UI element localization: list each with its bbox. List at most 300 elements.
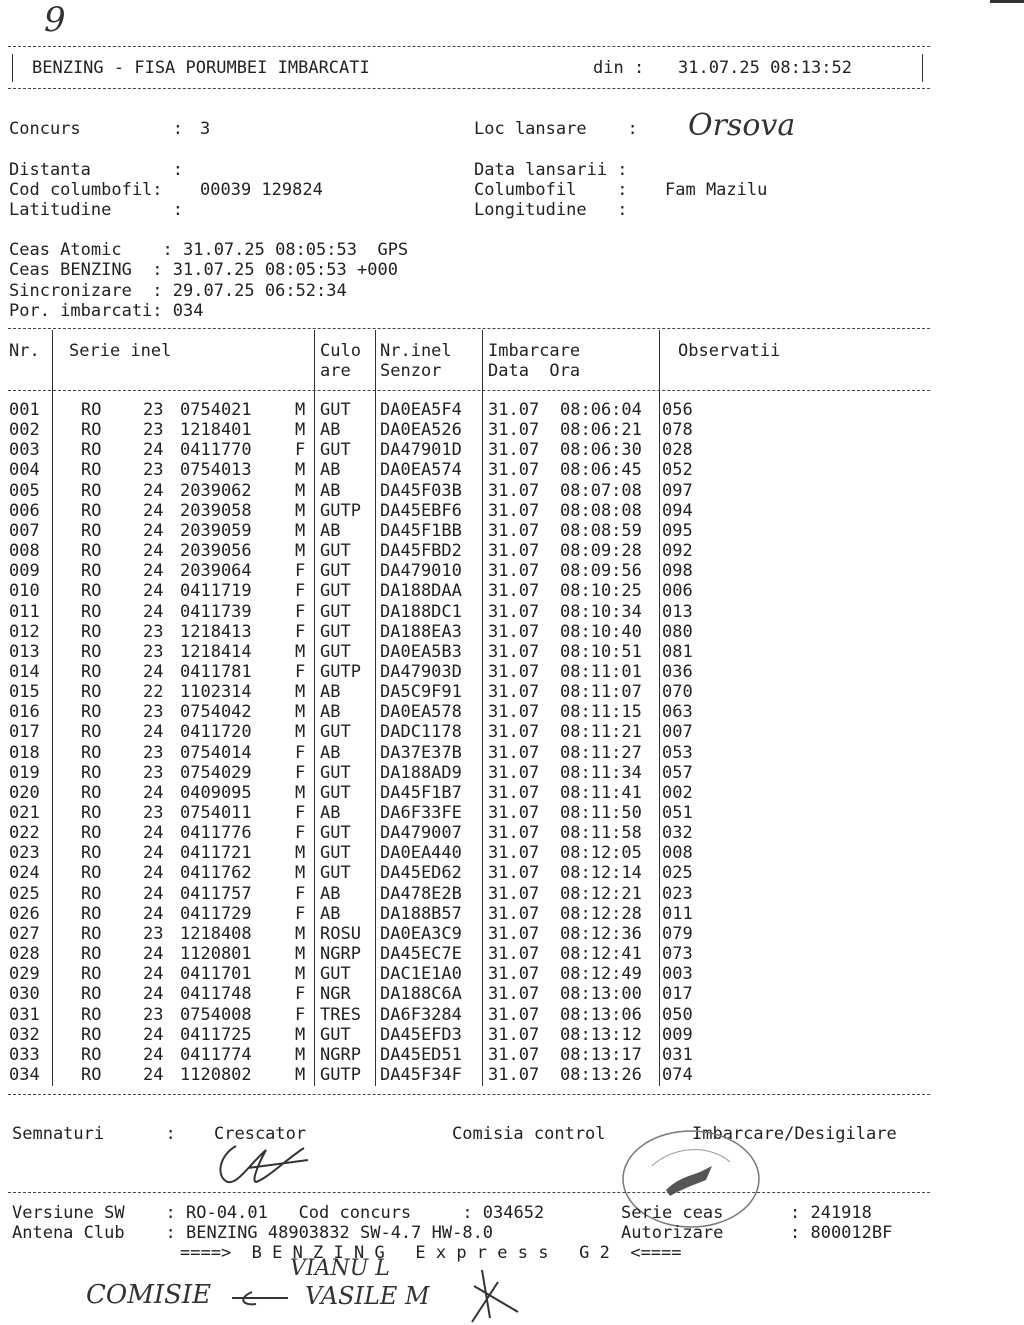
- row-nr: 008: [9, 541, 40, 562]
- row-sensor: DA45EFD3: [380, 1024, 462, 1045]
- row-sex: M: [295, 682, 306, 703]
- row-sex: M: [295, 964, 306, 985]
- row-color: GUT: [320, 581, 351, 602]
- row-date: 31.07: [488, 500, 540, 521]
- row-nr: 023: [9, 843, 40, 864]
- concurs-value: 3: [200, 119, 211, 139]
- row-ring-number: 0411721: [180, 843, 252, 864]
- loc-lansare-handwritten: Orsova: [688, 108, 796, 143]
- row-time: 08:13:06: [560, 1004, 642, 1025]
- table-row: [0, 521, 1000, 541]
- header-bottom-rule: [8, 88, 930, 89]
- row-time: 08:09:56: [560, 561, 642, 582]
- row-nr: 003: [9, 440, 40, 461]
- row-time: 08:11:27: [560, 742, 642, 763]
- versiune-sw: Versiune SW : RO-04.01 Cod concurs : 034652: [12, 1203, 545, 1223]
- columbofil-label: Columbofil :: [474, 180, 628, 200]
- row-date: 31.07: [488, 762, 540, 783]
- row-ring-number: 0754014: [180, 742, 252, 763]
- row-country: RO: [81, 420, 102, 441]
- row-sex: M: [295, 702, 306, 723]
- table-row: [0, 420, 1000, 440]
- row-sensor: DA45F34F: [380, 1064, 462, 1085]
- row-nr: 030: [9, 984, 40, 1005]
- columbofil-value: Fam Mazilu: [665, 180, 768, 200]
- row-sex: M: [295, 460, 306, 481]
- row-time: 08:09:28: [560, 541, 642, 562]
- row-time: 08:08:08: [560, 500, 642, 521]
- row-color: AB: [320, 420, 341, 441]
- row-observatii: 025: [662, 863, 693, 884]
- row-sensor: DA188DC1: [380, 601, 462, 622]
- crescator-label: Crescator: [214, 1124, 307, 1144]
- row-year: 24: [143, 843, 164, 864]
- table-row: [0, 944, 1000, 964]
- row-ring-number: 0411729: [180, 903, 252, 924]
- latitudine-label: Latitudine :: [9, 200, 183, 220]
- ceas-benzing: Ceas BENZING : 31.07.25 08:05:53 +000: [9, 260, 398, 280]
- row-color: GUTP: [320, 1064, 361, 1085]
- row-country: RO: [81, 400, 102, 420]
- row-year: 23: [143, 1004, 164, 1025]
- row-observatii: 094: [662, 500, 693, 521]
- row-sex: F: [295, 581, 306, 602]
- report-date-label: din :: [593, 58, 645, 78]
- row-nr: 027: [9, 923, 40, 944]
- row-year: 24: [143, 964, 164, 985]
- row-country: RO: [81, 641, 102, 662]
- row-country: RO: [81, 883, 102, 904]
- row-nr: 019: [9, 762, 40, 783]
- row-observatii: 056: [662, 400, 693, 420]
- row-date: 31.07: [488, 702, 540, 723]
- table-row: [0, 481, 1000, 501]
- row-country: RO: [81, 984, 102, 1005]
- row-sensor: DA6F33FE: [380, 803, 462, 823]
- row-country: RO: [81, 601, 102, 622]
- footer-top-rule: [8, 1192, 930, 1193]
- row-sensor: DA188C6A: [380, 984, 462, 1005]
- row-sensor: DA188B57: [380, 903, 462, 924]
- row-color: GUTP: [320, 500, 361, 521]
- th-nr-inel-1: Nr.inel: [380, 341, 452, 361]
- row-time: 08:10:34: [560, 601, 642, 622]
- serie-ceas-label: Serie ceas: [621, 1203, 724, 1223]
- row-observatii: 032: [662, 823, 693, 844]
- row-observatii: 051: [662, 803, 693, 823]
- row-observatii: 052: [662, 460, 693, 481]
- row-year: 24: [143, 581, 164, 602]
- row-observatii: 006: [662, 581, 693, 602]
- row-observatii: 009: [662, 1024, 693, 1045]
- row-ring-number: 0411757: [180, 883, 252, 904]
- row-ring-number: 2039064: [180, 561, 252, 582]
- row-ring-number: 2039059: [180, 520, 252, 541]
- row-ring-number: 1102314: [180, 682, 252, 703]
- row-observatii: 011: [662, 903, 693, 924]
- row-ring-number: 0411720: [180, 722, 252, 743]
- row-nr: 009: [9, 561, 40, 582]
- row-date: 31.07: [488, 561, 540, 582]
- row-country: RO: [81, 823, 102, 844]
- row-date: 31.07: [488, 923, 540, 944]
- row-date: 31.07: [488, 661, 540, 682]
- row-date: 31.07: [488, 742, 540, 763]
- row-date: 31.07: [488, 520, 540, 541]
- row-color: AB: [320, 803, 341, 823]
- row-sensor: DA45EBF6: [380, 500, 462, 521]
- row-ring-number: 0411774: [180, 1044, 252, 1065]
- row-ring-number: 0409095: [180, 782, 252, 803]
- row-year: 24: [143, 823, 164, 844]
- row-time: 08:11:01: [560, 661, 642, 682]
- row-color: TRES: [320, 1004, 361, 1025]
- antena-club: Antena Club : BENZING 48903832 SW-4.7 HW-8.0: [12, 1223, 494, 1243]
- row-sex: M: [295, 480, 306, 501]
- row-color: GUT: [320, 823, 351, 844]
- row-observatii: 003: [662, 964, 693, 985]
- row-ring-number: 0411725: [180, 1024, 252, 1045]
- row-sex: F: [295, 561, 306, 582]
- page-edge: [990, 0, 1024, 15]
- table-row: [0, 904, 1000, 924]
- row-time: 08:06:21: [560, 420, 642, 441]
- th-culoare-1: Culo: [320, 341, 361, 361]
- table-row: [0, 964, 1000, 984]
- row-time: 08:12:05: [560, 843, 642, 864]
- row-ring-number: 0411748: [180, 984, 252, 1005]
- row-color: GUT: [320, 601, 351, 622]
- row-date: 31.07: [488, 682, 540, 703]
- row-country: RO: [81, 803, 102, 823]
- table-row: [0, 984, 1000, 1004]
- row-date: 31.07: [488, 400, 540, 420]
- autorizare-label: Autorizare: [621, 1223, 724, 1243]
- row-color: GUT: [320, 762, 351, 783]
- row-time: 08:13:17: [560, 1044, 642, 1065]
- row-country: RO: [81, 581, 102, 602]
- th-imbarcare-1: Imbarcare: [488, 341, 581, 361]
- row-color: AB: [320, 903, 341, 924]
- row-nr: 028: [9, 944, 40, 965]
- row-date: 31.07: [488, 984, 540, 1005]
- row-sensor: DA188EA3: [380, 621, 462, 642]
- handwritten-name-2: VASILE M: [305, 1282, 430, 1310]
- row-year: 24: [143, 903, 164, 924]
- table-row: [0, 803, 1000, 823]
- row-country: RO: [81, 561, 102, 582]
- row-time: 08:12:49: [560, 964, 642, 985]
- table-row: [0, 1025, 1000, 1045]
- row-sensor: DA47903D: [380, 661, 462, 682]
- row-country: RO: [81, 460, 102, 481]
- row-date: 31.07: [488, 541, 540, 562]
- row-date: 31.07: [488, 843, 540, 864]
- row-time: 08:11:34: [560, 762, 642, 783]
- table-row: [0, 763, 1000, 783]
- row-ring-number: 2039058: [180, 500, 252, 521]
- row-sex: F: [295, 661, 306, 682]
- row-sex: M: [295, 923, 306, 944]
- row-sensor: DA478E2B: [380, 883, 462, 904]
- cod-columbofil-label: Cod columbofil:: [9, 180, 163, 200]
- th-serie-inel: Serie inel: [69, 341, 172, 361]
- row-year: 24: [143, 480, 164, 501]
- row-sensor: DA37E37B: [380, 742, 462, 763]
- row-color: GUT: [320, 782, 351, 803]
- row-country: RO: [81, 1064, 102, 1085]
- row-country: RO: [81, 500, 102, 521]
- row-observatii: 057: [662, 762, 693, 783]
- row-country: RO: [81, 702, 102, 723]
- row-time: 08:13:00: [560, 984, 642, 1005]
- row-date: 31.07: [488, 883, 540, 904]
- table-row: [0, 823, 1000, 843]
- row-year: 24: [143, 541, 164, 562]
- row-sensor: DA0EA5F4: [380, 400, 462, 420]
- row-color: GUT: [320, 440, 351, 461]
- row-date: 31.07: [488, 420, 540, 441]
- row-sex: M: [295, 843, 306, 864]
- row-date: 31.07: [488, 601, 540, 622]
- table-row: [0, 602, 1000, 622]
- row-time: 08:10:40: [560, 621, 642, 642]
- row-sensor: DA0EA440: [380, 843, 462, 864]
- row-ring-number: 1218414: [180, 641, 252, 662]
- table-row: [0, 884, 1000, 904]
- row-sensor: DA188DAA: [380, 581, 462, 602]
- row-date: 31.07: [488, 782, 540, 803]
- row-sex: M: [295, 420, 306, 441]
- row-sensor: DA6F3284: [380, 1004, 462, 1025]
- row-nr: 022: [9, 823, 40, 844]
- row-sex: F: [295, 984, 306, 1005]
- table-row: [0, 722, 1000, 742]
- row-sex: M: [295, 641, 306, 662]
- autorizare-value: : 800012BF: [790, 1223, 893, 1243]
- row-sensor: DA45ED62: [380, 863, 462, 884]
- row-ring-number: 0411762: [180, 863, 252, 884]
- row-sex: F: [295, 823, 306, 844]
- row-year: 23: [143, 641, 164, 662]
- row-ring-number: 0754029: [180, 762, 252, 783]
- row-nr: 016: [9, 702, 40, 723]
- row-observatii: 070: [662, 682, 693, 703]
- row-nr: 017: [9, 722, 40, 743]
- row-sex: M: [295, 944, 306, 965]
- distanta-label: Distanta :: [9, 160, 183, 180]
- row-year: 24: [143, 661, 164, 682]
- row-sex: F: [295, 742, 306, 763]
- table-row: [0, 843, 1000, 863]
- row-observatii: 017: [662, 984, 693, 1005]
- row-color: AB: [320, 883, 341, 904]
- row-year: 24: [143, 984, 164, 1005]
- row-country: RO: [81, 541, 102, 562]
- row-observatii: 074: [662, 1064, 693, 1085]
- row-observatii: 095: [662, 520, 693, 541]
- row-sensor: DA0EA526: [380, 420, 462, 441]
- table-row: [0, 501, 1000, 521]
- table-row: [0, 783, 1000, 803]
- row-sex: M: [295, 863, 306, 884]
- row-country: RO: [81, 520, 102, 541]
- row-sex: F: [295, 1004, 306, 1025]
- row-sensor: DA479007: [380, 823, 462, 844]
- row-time: 08:06:45: [560, 460, 642, 481]
- semnaturi-label: Semnaturi :: [12, 1124, 176, 1144]
- row-date: 31.07: [488, 1004, 540, 1025]
- row-time: 08:12:14: [560, 863, 642, 884]
- row-nr: 024: [9, 863, 40, 884]
- row-year: 22: [143, 682, 164, 703]
- row-year: 23: [143, 702, 164, 723]
- row-date: 31.07: [488, 480, 540, 501]
- table-row: [0, 924, 1000, 944]
- porumbei-imbarcati: Por. imbarcati: 034: [9, 301, 204, 321]
- row-nr: 004: [9, 460, 40, 481]
- row-country: RO: [81, 722, 102, 743]
- cod-columbofil-value: 00039 129824: [200, 180, 323, 200]
- row-year: 23: [143, 762, 164, 783]
- row-country: RO: [81, 1024, 102, 1045]
- row-ring-number: 0411719: [180, 581, 252, 602]
- row-sensor: DA0EA5B3: [380, 641, 462, 662]
- longitudine-label: Longitudine :: [474, 200, 628, 220]
- row-nr: 013: [9, 641, 40, 662]
- table-header-rule: [8, 390, 930, 391]
- row-sex: F: [295, 440, 306, 461]
- row-country: RO: [81, 682, 102, 703]
- row-sex: F: [295, 903, 306, 924]
- row-observatii: 031: [662, 1044, 693, 1065]
- row-nr: 033: [9, 1044, 40, 1065]
- row-date: 31.07: [488, 440, 540, 461]
- row-observatii: 002: [662, 782, 693, 803]
- benzing-express-banner: ====> B E N Z I N G E x p r e s s G 2 <====: [180, 1243, 682, 1263]
- handwritten-name-1: VIANU L: [290, 1256, 390, 1281]
- row-sex: F: [295, 803, 306, 823]
- row-sensor: DA47901D: [380, 440, 462, 461]
- row-color: GUT: [320, 964, 351, 985]
- row-color: GUT: [320, 400, 351, 420]
- table-row: [0, 581, 1000, 601]
- row-year: 23: [143, 400, 164, 420]
- row-ring-number: 0754011: [180, 803, 252, 823]
- row-ring-number: 2039056: [180, 541, 252, 562]
- row-country: RO: [81, 1004, 102, 1025]
- row-ring-number: 0754021: [180, 400, 252, 420]
- row-nr: 010: [9, 581, 40, 602]
- row-nr: 011: [9, 601, 40, 622]
- row-year: 24: [143, 1024, 164, 1045]
- row-sensor: DA45F1BB: [380, 520, 462, 541]
- table-bottom-rule: [8, 1094, 930, 1095]
- row-sex: M: [295, 1064, 306, 1085]
- row-country: RO: [81, 923, 102, 944]
- concurs-label: Concurs :: [9, 119, 183, 139]
- row-color: AB: [320, 682, 341, 703]
- row-country: RO: [81, 661, 102, 682]
- row-sex: M: [295, 400, 306, 420]
- row-ring-number: 2039062: [180, 480, 252, 501]
- row-sensor: DA45EC7E: [380, 944, 462, 965]
- row-country: RO: [81, 782, 102, 803]
- row-observatii: 063: [662, 702, 693, 723]
- row-sex: F: [295, 601, 306, 622]
- row-sex: F: [295, 621, 306, 642]
- row-country: RO: [81, 964, 102, 985]
- row-time: 08:11:07: [560, 682, 642, 703]
- row-color: GUT: [320, 641, 351, 662]
- th-nr: Nr.: [9, 341, 40, 361]
- row-time: 08:07:08: [560, 480, 642, 501]
- row-sex: M: [295, 722, 306, 743]
- row-country: RO: [81, 762, 102, 783]
- row-date: 31.07: [488, 1024, 540, 1045]
- row-time: 08:10:51: [560, 641, 642, 662]
- row-date: 31.07: [488, 641, 540, 662]
- handwritten-comisie: COMISIE: [86, 1280, 212, 1310]
- report-date-value: 31.07.25 08:13:52: [678, 58, 852, 78]
- page-number-handwritten: 9: [44, 0, 66, 40]
- row-sex: F: [295, 883, 306, 904]
- ceas-atomic: Ceas Atomic : 31.07.25 08:05:53 GPS: [9, 240, 409, 260]
- row-country: RO: [81, 1044, 102, 1065]
- handwritten-marks: [228, 1262, 528, 1325]
- row-time: 08:11:41: [560, 782, 642, 803]
- imbarcare-desigilare-label: Imbarcare/Desigilare: [692, 1124, 897, 1144]
- row-year: 23: [143, 460, 164, 481]
- row-color: GUT: [320, 561, 351, 582]
- row-nr: 007: [9, 520, 40, 541]
- row-ring-number: 0411770: [180, 440, 252, 461]
- row-date: 31.07: [488, 581, 540, 602]
- row-date: 31.07: [488, 1064, 540, 1085]
- row-color: GUT: [320, 541, 351, 562]
- row-time: 08:13:12: [560, 1024, 642, 1045]
- table-row: [0, 400, 1000, 420]
- table-row: [0, 863, 1000, 883]
- table-row: [0, 702, 1000, 722]
- row-ring-number: 0754013: [180, 460, 252, 481]
- row-time: 08:11:58: [560, 823, 642, 844]
- table-row: [0, 682, 1000, 702]
- row-time: 08:11:15: [560, 702, 642, 723]
- row-sensor: DA45FBD2: [380, 541, 462, 562]
- row-year: 24: [143, 782, 164, 803]
- table-row: [0, 662, 1000, 682]
- data-lansarii-label: Data lansarii :: [474, 160, 628, 180]
- row-date: 31.07: [488, 1044, 540, 1065]
- row-ring-number: 1218413: [180, 621, 252, 642]
- row-ring-number: 0411701: [180, 964, 252, 985]
- row-observatii: 079: [662, 923, 693, 944]
- row-ring-number: 0754008: [180, 1004, 252, 1025]
- row-observatii: 036: [662, 661, 693, 682]
- row-year: 24: [143, 863, 164, 884]
- row-observatii: 073: [662, 944, 693, 965]
- row-year: 24: [143, 561, 164, 582]
- row-country: RO: [81, 440, 102, 461]
- row-color: ROSU: [320, 923, 361, 944]
- row-date: 31.07: [488, 722, 540, 743]
- row-year: 24: [143, 1064, 164, 1085]
- row-time: 08:13:26: [560, 1064, 642, 1085]
- row-country: RO: [81, 863, 102, 884]
- row-ring-number: 0411776: [180, 823, 252, 844]
- row-ring-number: 1218408: [180, 923, 252, 944]
